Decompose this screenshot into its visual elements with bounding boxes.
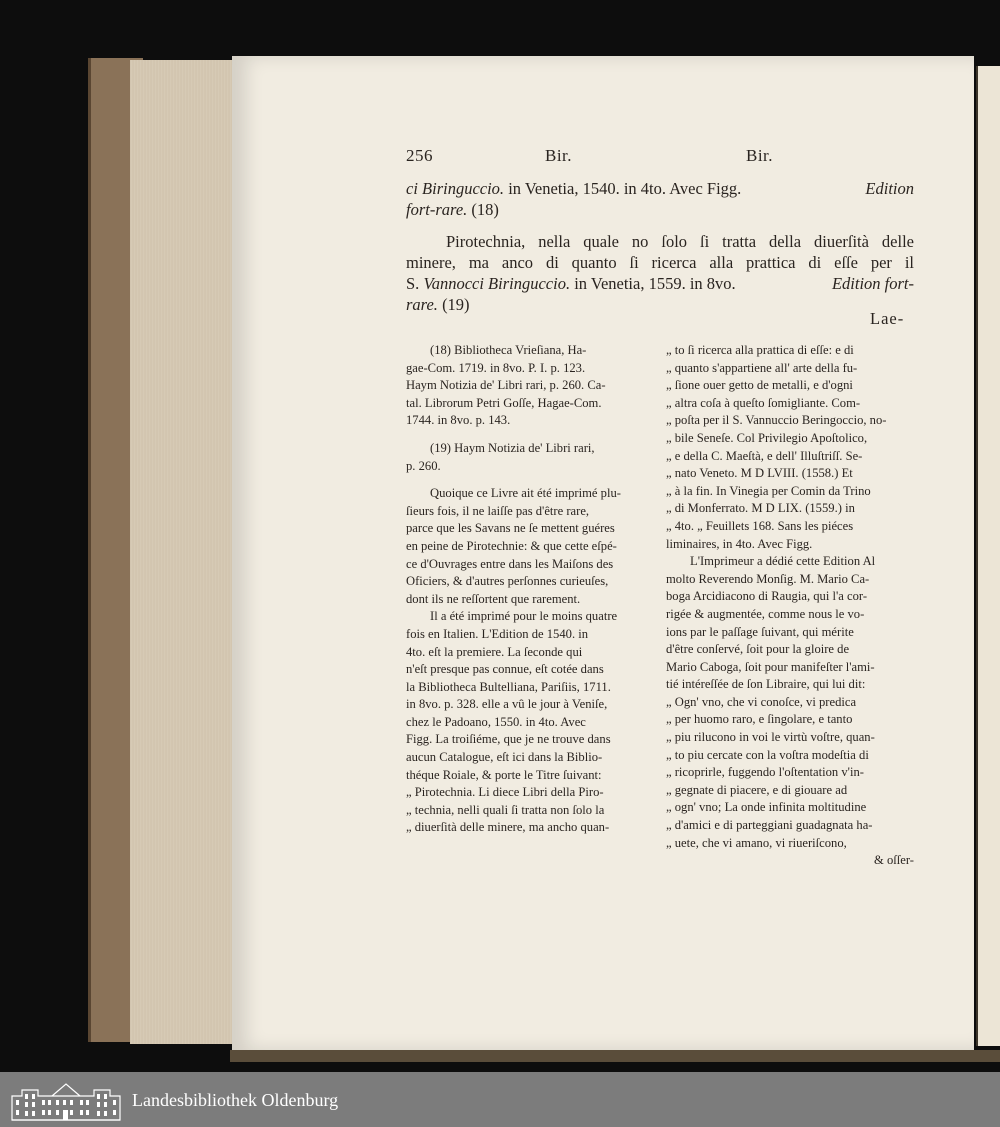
column-line: boga Arcidiacono di Raugia, qui l'a cor-	[666, 589, 868, 604]
column-line: „ quanto s'appartiene all' arte della fu-	[666, 360, 858, 375]
column-line: Quoique ce Livre ait été imprimé plu-	[430, 486, 621, 501]
entry-18-edition: Edition	[865, 179, 914, 198]
column-line: fois en Italien. L'Edition de 1540. in	[406, 626, 589, 641]
entry-19-prefix: S.	[406, 274, 420, 293]
library-name: Landesbibliothek Oldenburg	[132, 1090, 339, 1110]
column-line: „ to piu cercate con la voſtra modeſtia di	[666, 747, 869, 762]
column-line: „ altra coſa à queſto ſomigliante. Com-	[666, 395, 861, 410]
entry-19-line-3	[406, 273, 914, 294]
column-line: gae-Com. 1719. in 8vo. P. I. p. 123.	[406, 360, 586, 375]
column-line: liminaires, in 4to. Avec Figg.	[666, 536, 813, 551]
library-building-icon	[8, 1080, 124, 1122]
column-line: „ bile Seneſe. Col Privilegio Apoſtolico,	[666, 430, 868, 445]
column-line: „ Ogn' vno, che vi conoſce, vi predica	[666, 694, 857, 709]
column-line: „ piu rilucono in voi le virtù voſtre, quan-	[666, 730, 875, 745]
column-line: tié intéreſſée de ſon Libraire, qui lui dit:	[666, 677, 866, 692]
entry-19-author: Vannocci Biringuccio.	[423, 274, 571, 293]
entry-19-line-2: minere, ma anco di quanto ſi ricerca alla prattica di eſſe per il	[406, 253, 914, 272]
column-line: „ uete, che vi amano, vi riueriſcono,	[666, 835, 847, 850]
column-line: ions par le paſſage ſuivant, qui mérite	[666, 624, 854, 639]
right-footnote-column	[666, 342, 914, 870]
column-line: p. 260.	[406, 458, 441, 473]
column-line: „ Pirotechnia. Li diece Libri della Piro-	[406, 785, 604, 800]
facing-page-edge	[976, 66, 1000, 1046]
column-line: Oficiers, & d'autres perſonnes curieuſes,	[406, 574, 609, 589]
page-number: 256	[406, 146, 433, 165]
column-line: 4to. eſt la premiere. La ſeconde qui	[406, 644, 583, 659]
column-line: in 8vo. p. 328. elle a vû le jour à Veniſe,	[406, 697, 608, 712]
column-line: Figg. La troiſiéme, que je ne trouve dans	[406, 732, 611, 747]
entry-19-rarity: rare.	[406, 295, 438, 314]
column-line: „ per huomo raro, e ſingolare, e tanto	[666, 712, 853, 727]
left-footnote-column	[406, 342, 650, 837]
running-head-right: Bir.	[746, 146, 774, 165]
column-line: „ di Monferrato. M D LIX. (1559.) in	[666, 501, 855, 516]
column-line: „ ogn' vno; La onde infinita moltitudine	[666, 800, 867, 815]
column-line: dont ils ne reſſortent que rarement.	[406, 591, 581, 606]
book-page-edges	[130, 60, 233, 1044]
column-line: n'eſt presque pas connue, eſt cotée dans	[406, 662, 604, 677]
column-line: „ ricoprirle, fuggendo l'oſtentation v'in-	[666, 765, 864, 780]
column-line: Mario Caboga, ſoit pour manifeſter l'ami-	[666, 659, 875, 674]
column-line: Haym Notizia de' Libri rari, p. 260. Ca-	[406, 378, 606, 393]
column-line: „ d'amici e di parteggiani guadagnata ha-	[666, 818, 873, 833]
column-line: aucun Catalogue, eſt ici dans la Biblio-	[406, 750, 603, 765]
column-line: théque Roiale, & porte le Titre ſuivant:	[406, 767, 602, 782]
column-line: „ gegnate di piacere, e di giouare ad	[666, 782, 848, 797]
column-line: rigée & augmentée, comme nous le vo-	[666, 606, 865, 621]
column-line: „ poſta per il S. Vannuccio Beringoccio, no-	[666, 413, 887, 428]
entry-18-rarity: fort-rare.	[406, 200, 468, 219]
entry-19-imprint: in Venetia, 1559. in 8vo.	[574, 274, 736, 293]
column-line: & oſſer-	[874, 853, 914, 868]
running-head-left: Bir.	[545, 146, 573, 165]
column-line: tal. Librorum Petri Goſſe, Hagae-Com.	[406, 395, 602, 410]
column-line: L'Imprimeur a dédié cette Edition Al	[690, 554, 876, 569]
column-line: „ e della C. Maeſtà, e dell' Illuſtriſſ. Se-	[666, 448, 863, 463]
column-line: „ à la fin. In Vinegia per Comin da Trino	[666, 483, 871, 498]
column-line: „ diuerſità delle minere, ma ancho quan-	[406, 820, 610, 835]
column-line: „ to ſi ricerca alla prattica di eſſe: e di	[666, 343, 854, 357]
column-line: chez le Padoano, 1550. in 4to. Avec	[406, 714, 586, 729]
column-line: la Bibliotheca Bultelliana, Pariſiis, 1711.	[406, 679, 611, 694]
entry-19-line-1: Pirotechnia, nella quale no ſolo ſi tratta della diuerſità delle	[446, 232, 914, 251]
entry-18-note: (18)	[471, 200, 499, 219]
column-line: molto Reverendo Monſig. M. Mario Ca-	[666, 571, 870, 586]
entry-19-edition: Edition fort-	[831, 274, 914, 293]
column-line: „ 4to. „ Feuillets 168. Sans les piéces	[666, 518, 854, 533]
column-line: en peine de Pirotechnie: & que cette eſpé-	[406, 538, 617, 553]
entry-19-note: (19)	[442, 295, 470, 314]
column-line: 1744. in 8vo. p. 143.	[406, 413, 511, 428]
catchword: Lae-	[870, 309, 905, 328]
column-line: parce que les Savans ne ſe mettent guéres	[406, 521, 615, 536]
column-line: (19) Haym Notizia de' Libri rari,	[430, 440, 595, 455]
column-line: (18) Bibliotheca Vrieſiana, Ha-	[430, 343, 587, 357]
column-line: Il a été imprimé pour le moins quatre	[430, 609, 618, 624]
entry-19-line-4	[406, 294, 470, 315]
entry-18-line-2	[406, 199, 499, 220]
entry-18-author: ci Biringuccio.	[406, 179, 505, 198]
entry-18-line-1	[406, 178, 914, 199]
book-bottom-edge	[230, 1050, 1000, 1062]
library-footer	[0, 1072, 1000, 1127]
column-line: d'être conſervé, ſoit pour la gloire de	[666, 642, 850, 657]
column-line: ſieurs fois, il ne laiſſe pas d'être rare,	[406, 503, 590, 518]
entry-18-imprint: in Venetia, 1540. in 4to. Avec Figg.	[508, 179, 742, 198]
column-line: ce d'Ouvrages entre dans les Maiſons des	[406, 556, 614, 571]
column-line: „ technia, nelli quali ſi tratta non ſolo la	[406, 802, 605, 817]
column-line: „ nato Veneto. M D LVIII. (1558.) Et	[666, 466, 853, 481]
column-line: „ ſione ouer getto de metalli, e d'ogni	[666, 378, 853, 393]
